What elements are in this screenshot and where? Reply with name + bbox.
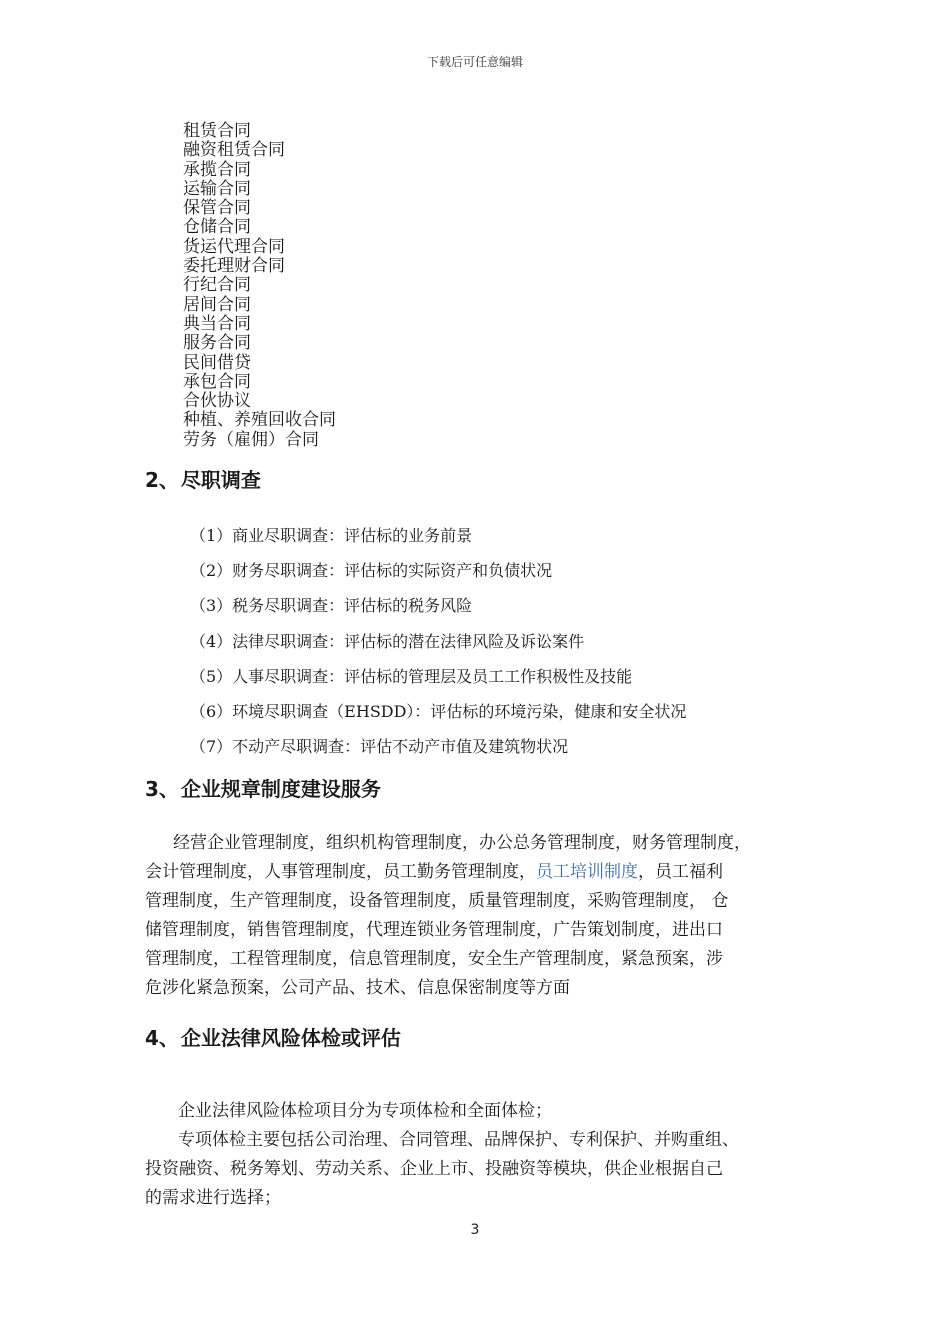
paragraph-line: 企业法律风险体检项目分为专项体检和全面体检；: [178, 1101, 552, 1121]
section-number: 2、: [145, 468, 179, 492]
page-number: 3: [470, 1222, 480, 1238]
section-number: 4、: [145, 1026, 179, 1050]
list-item: 委托理财合同: [183, 256, 285, 277]
list-item: 租赁合同: [183, 121, 251, 141]
list-item: 民间借贷: [183, 352, 251, 373]
list-item: 服务合同: [183, 333, 251, 354]
list-item: （6）环境尽职调查（EHSDD）：评估标的环境污染，健康和安全状况: [190, 701, 687, 721]
list-item: （7）不动产尽职调查：评估不动产市值及建筑物状况: [190, 737, 569, 757]
section-heading-risk-check: [145, 1022, 401, 1051]
regulations-paragraph: [145, 829, 815, 1003]
paragraph-line: [145, 858, 815, 887]
list-item: （3）税务尽职调查：评估标的税务风险: [190, 596, 473, 616]
list-item: 货运代理合同: [183, 236, 285, 257]
list-item: 典当合同: [183, 313, 251, 334]
list-item: 种植、养殖回收合同: [183, 410, 336, 431]
paragraph-line: 管理制度，工程管理制度，信息管理制度，安全生产管理制度，紧急预案，涉: [145, 949, 723, 969]
list-item: 仓储合同: [183, 217, 251, 238]
list-item: （2）财务尽职调查：评估标的实际资产和负债状况: [190, 561, 553, 581]
list-item: 融资租赁合同: [183, 140, 285, 161]
list-item: （4）法律尽职调查：评估标的潜在法律风险及诉讼案件: [190, 631, 585, 651]
list-item: （1）商业尽职调查：评估标的业务前景: [190, 526, 473, 545]
due-diligence-list: [190, 525, 686, 771]
section-title: 企业规章制度建设服务: [180, 777, 381, 801]
list-item: 合伙协议: [183, 391, 251, 412]
paragraph-line: 的需求进行选择；: [145, 1188, 281, 1208]
list-item: 保管合同: [183, 198, 251, 219]
section-number: 3、: [145, 777, 179, 801]
list-item: 承揽合同: [183, 159, 251, 180]
list-item: 承包合同: [183, 371, 251, 392]
paragraph-line: 投资融资、税务筹划、劳动关系、企业上市、投融资等模块，供企业根据自己: [145, 1159, 723, 1179]
list-item: 居间合同: [183, 294, 251, 315]
staff-training-link[interactable]: 员工培训制度: [536, 862, 638, 882]
list-item: （5）人事尽职调查：评估标的管理层及员工工作积极性及技能: [190, 666, 633, 686]
section-title: 尽职调查: [180, 468, 261, 492]
contract-type-list: [183, 122, 336, 450]
section-title: 企业法律风险体检或评估: [180, 1026, 401, 1050]
section-heading-due-diligence: [145, 464, 261, 493]
header-note: 下载后可任意编辑: [426, 55, 523, 69]
paragraph-line: 专项体检主要包括公司治理、合同管理、品牌保护、专利保护、并购重组、: [178, 1130, 739, 1150]
section-heading-regulations: [145, 773, 381, 802]
list-item: 劳务（雇佣）合同: [183, 429, 319, 450]
list-item: 运输合同: [183, 178, 251, 199]
paragraph-line: 危涉化紧急预案，公司产品、技术、信息保密制度等方面: [145, 978, 570, 998]
risk-check-paragraph: [145, 1097, 815, 1213]
text-span: 会计管理制度，人事管理制度，员工勤务管理制度，: [145, 862, 536, 882]
text-span: ，员工福利: [638, 862, 723, 882]
paragraph-line: 管理制度，生产管理制度，设备管理制度，质量管理制度，采购管理制度， 仓: [145, 891, 729, 911]
paragraph-line: 经营企业管理制度，组织机构管理制度，办公总务管理制度，财务管理制度，: [173, 833, 751, 853]
paragraph-line: 储管理制度，销售管理制度，代理连锁业务管理制度，广告策划制度，进出口: [145, 920, 723, 940]
list-item: 行纪合同: [183, 275, 251, 296]
